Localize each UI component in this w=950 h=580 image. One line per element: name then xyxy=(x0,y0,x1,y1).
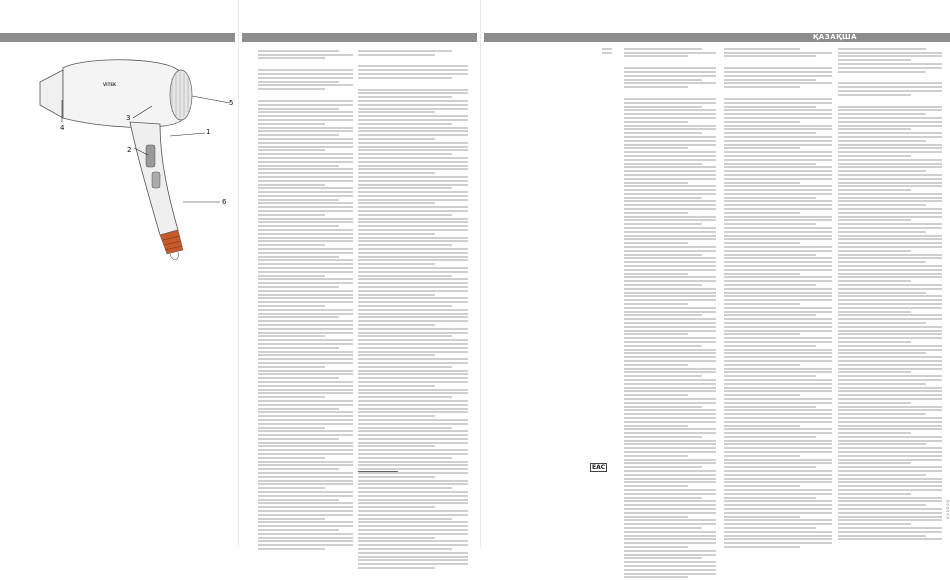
callout-4: 4 xyxy=(60,124,65,132)
text-column-kz-mid xyxy=(724,46,832,550)
page-text-3 xyxy=(484,0,950,547)
eac-mark: EAC xyxy=(592,464,606,471)
callout-3: 3 xyxy=(126,114,131,122)
margin-markers xyxy=(602,46,616,55)
text-column-kz-right xyxy=(838,46,942,542)
header-bar xyxy=(242,33,477,42)
brand-logo: VITEK xyxy=(103,82,117,87)
page-divider xyxy=(480,0,481,547)
text-column-kz-left xyxy=(624,46,716,580)
side-registration-code: 0 0 0 0 0 0 xyxy=(946,500,950,519)
page-illustration xyxy=(0,0,235,547)
callout-2: 2 xyxy=(127,146,132,154)
text-column-left xyxy=(258,48,353,552)
separator-rule xyxy=(358,471,398,472)
callout-6: 6 xyxy=(222,198,227,206)
page-divider xyxy=(238,0,239,547)
page-text-2 xyxy=(242,0,477,547)
text-column-right xyxy=(358,48,468,571)
header-bar xyxy=(484,33,720,42)
language-header: ҚАЗАҚША xyxy=(720,33,950,42)
hair-dryer-illustration xyxy=(0,0,235,547)
callout-5: 5 xyxy=(229,99,234,107)
callout-1: 1 xyxy=(206,128,211,136)
